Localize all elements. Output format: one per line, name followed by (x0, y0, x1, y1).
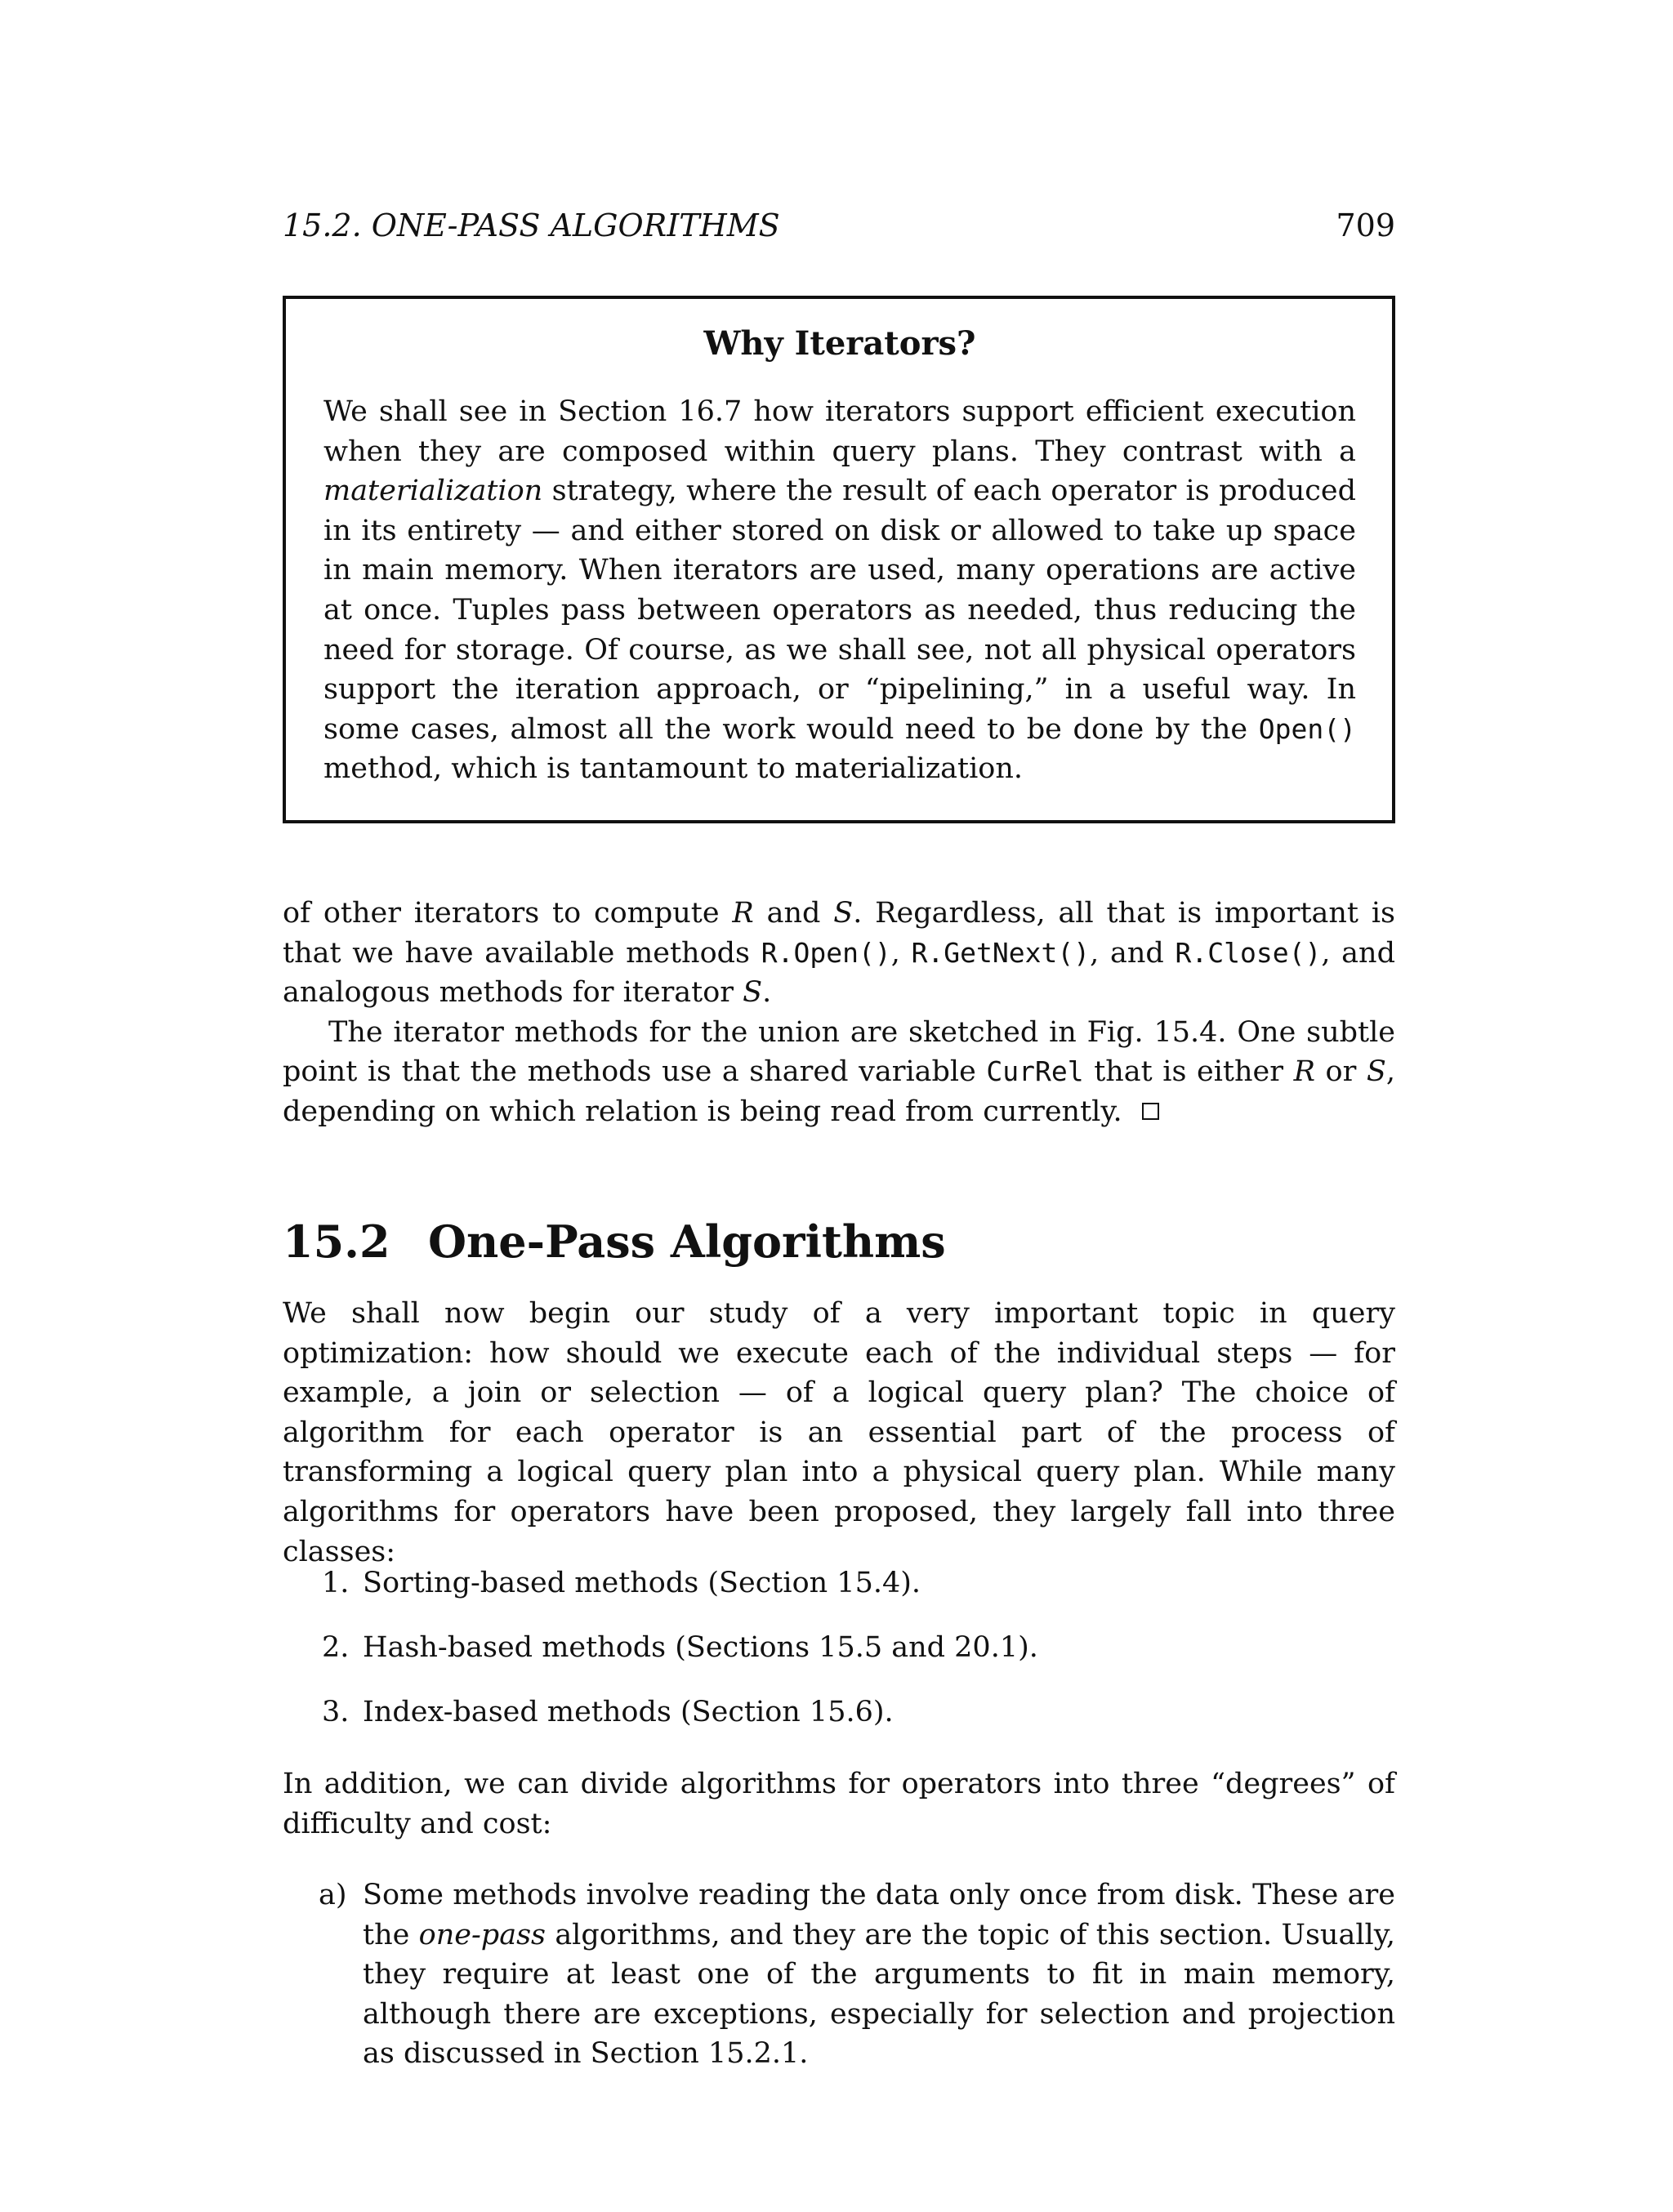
text-part: The iterator methods for the union are sketched in Fig. 15.4. One subtle point is that the methods use a shared variable (283, 1015, 1395, 1089)
degrees-intro-paragraph: In addition, we can divide algorithms for operators into three “degrees” of difficulty and cost: (283, 1768, 1395, 1840)
code-r-open: R.Open() (761, 936, 891, 969)
text-part: or (1314, 1055, 1367, 1089)
why-iterators-sidebar (283, 296, 1395, 823)
text-part: that is either (1083, 1055, 1294, 1089)
text-part: algorithms, and they are the topic of this section. Usually, they require at least one of the arguments to fit in main memory, although there are exceptions, especially for selection and projection as discussed in Section 15.2.1. (363, 1918, 1395, 2071)
page-number: 709 (1336, 207, 1395, 243)
text-part: of other iterators to compute (283, 897, 733, 930)
section-title: One-Pass Algorithms (428, 1215, 946, 1268)
section-heading (283, 1214, 1395, 1269)
list-item-text: Index-based methods (Section 15.6). (363, 1696, 894, 1728)
sidebar-title: Why Iterators? (703, 324, 976, 363)
list-marker: 1. (322, 1567, 350, 1599)
text-part: , (890, 936, 912, 970)
list-item-text: Hash-based methods (Sections 15.5 and 20.1). (363, 1631, 1038, 1664)
text-part: . Regardless, all that is important is that we have available methods (283, 897, 1395, 970)
sidebar-text-part: method, which is tantamount to materialization. (323, 752, 1023, 786)
math-s: S (743, 976, 763, 1010)
list-item (283, 1563, 1395, 1628)
list-item (283, 1692, 1395, 1757)
math-s: S (1366, 1055, 1386, 1089)
code-r-close: R.Close() (1175, 936, 1322, 969)
list-marker: 2. (322, 1631, 350, 1664)
code-currel: CurRel (986, 1055, 1084, 1088)
running-head-section-title: 15.2. ONE-PASS ALGORITHMS (283, 207, 780, 243)
degrees-list (283, 1875, 1395, 2074)
list-item-text: Sorting-based methods (Section 15.4). (363, 1567, 921, 1599)
section-number: 15.2 (283, 1215, 390, 1268)
running-head (283, 206, 1395, 245)
text-part: . (762, 976, 772, 1010)
list-item (283, 1628, 1395, 1692)
list-marker: a) (319, 1879, 347, 1911)
sidebar-code-open: Open() (1258, 712, 1356, 745)
math-r: R (1293, 1055, 1315, 1089)
list-item (283, 1875, 1395, 2074)
term-one-pass: one-pass (418, 1918, 546, 1951)
code-r-getnext: R.GetNext() (911, 936, 1091, 969)
list-marker: 3. (322, 1696, 350, 1728)
text-part: , and (1090, 936, 1176, 970)
text-part: and (753, 897, 834, 930)
math-s: S (833, 897, 854, 930)
sidebar-text-part: strategy, where the result of each operator is produced in its entirety — and either stored on disk or allowed to take up space in main memory. When iterators are used, many operations are active at once. Tuples pass between operators as needed, thus reducing the need for storage. Of course, as we shall see, not all physical operators support the iteration approach, or “pipelining,” in a useful way. In some cases, almost all the work would need to be done by the (323, 475, 1356, 746)
section-intro-paragraph: We shall now begin our study of a very important topic in query optimization: how should we execute each of the individual steps — for example, a join or selection — of a logical query plan? The choice of algorithm for each operator is an essential part of the process of transforming a logical query plan into a physical query plan. While many algorithms for operators have been proposed, they largely fall into three classes: (283, 1297, 1395, 1568)
text-part: Some methods involve reading the data only once from disk. These are the (363, 1879, 1395, 1951)
sidebar-text (323, 392, 1356, 789)
continuation-text (283, 894, 1395, 1132)
continuation-paragraph-1 (283, 894, 1395, 1013)
algorithm-classes-list (283, 1563, 1395, 1757)
sidebar-text-part: We shall see in Section 16.7 how iterators support efficient execution when they are composed within query plans. They contrast with a (323, 395, 1356, 468)
end-of-example-box-icon (1142, 1103, 1159, 1120)
math-r: R (732, 897, 754, 930)
continuation-paragraph-2 (283, 1013, 1395, 1132)
text-part: , and analogous methods for iterator (283, 936, 1395, 1010)
sidebar-term-materialization: materialization (323, 475, 543, 508)
text-part: , depending on which relation is being read from currently. (283, 1055, 1395, 1128)
